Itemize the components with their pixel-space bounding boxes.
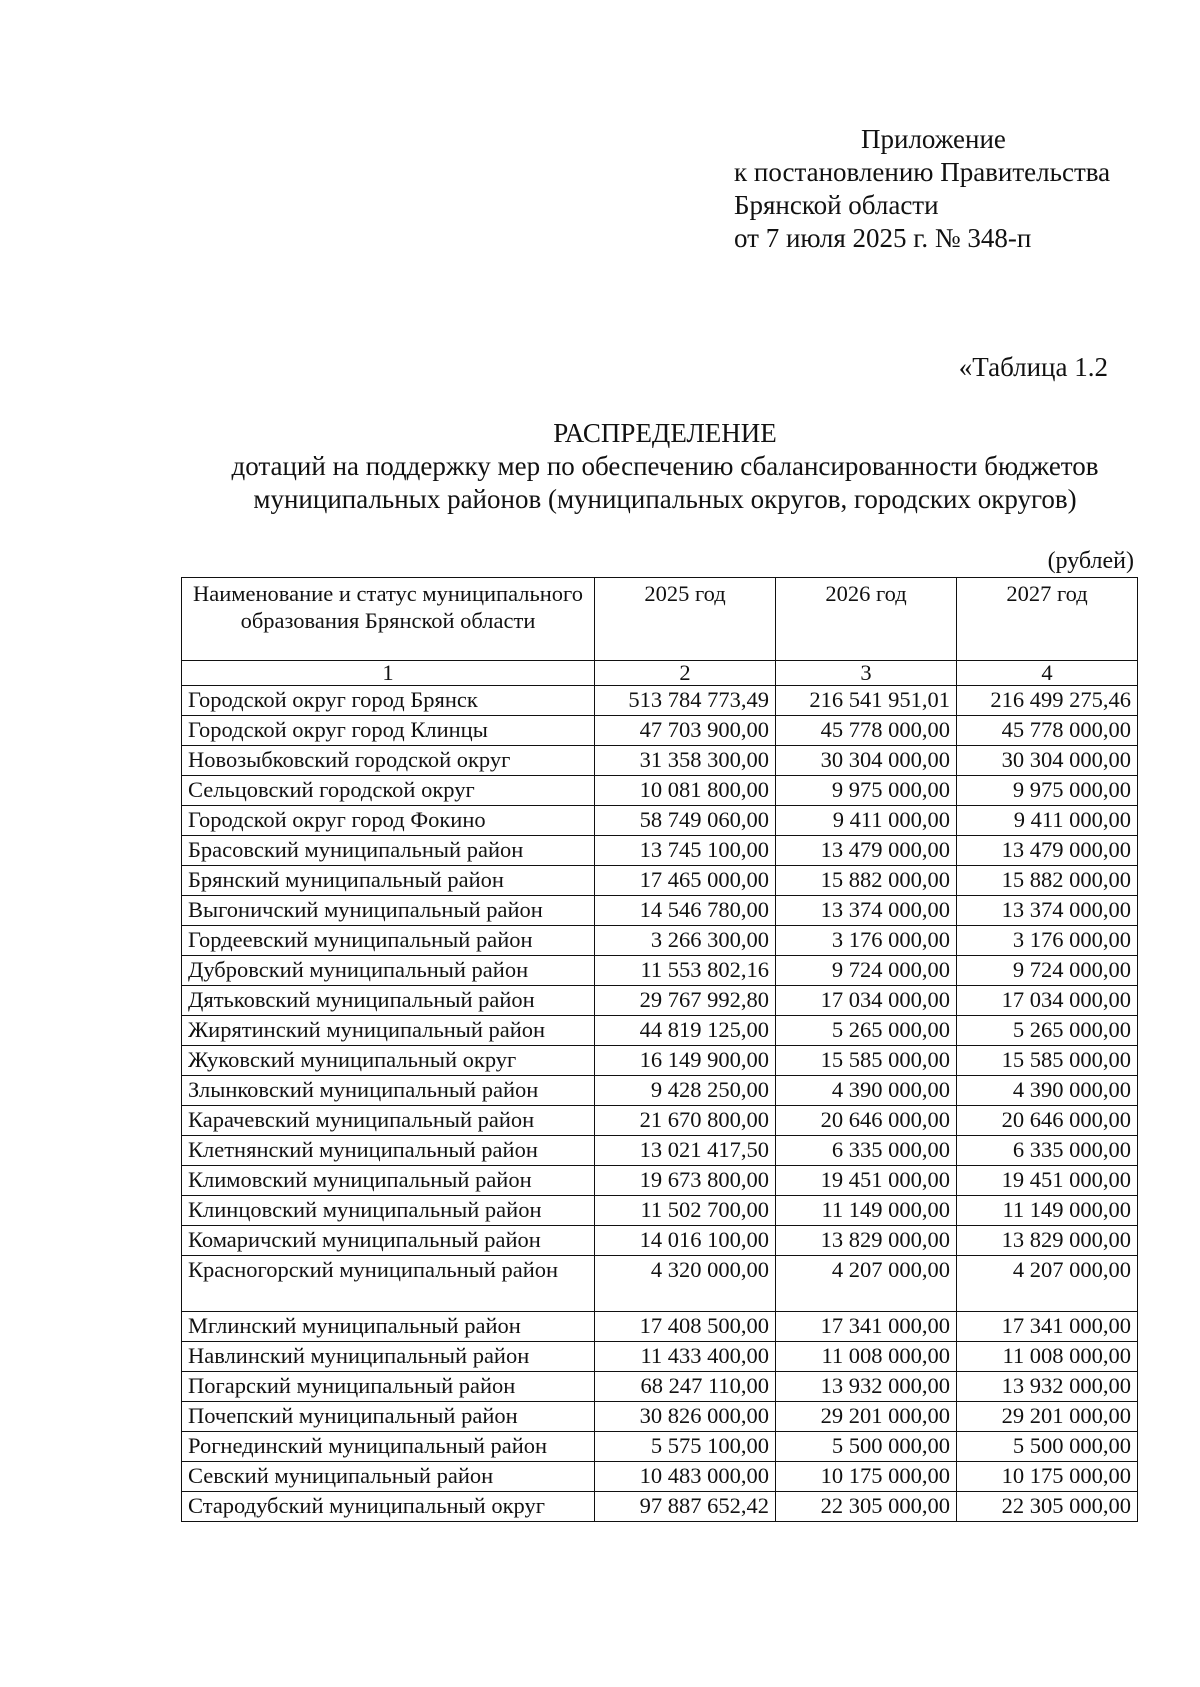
municipality-name: Сельцовский городской округ <box>182 776 595 806</box>
title-line-3: муниципальных районов (муниципальных округов, городских округов) <box>253 484 1077 514</box>
municipality-name: Погарский муниципальный район <box>182 1372 595 1402</box>
value-2027: 20 646 000,00 <box>957 1106 1138 1136</box>
value-2026: 17 034 000,00 <box>776 986 957 1016</box>
value-2027: 5 265 000,00 <box>957 1016 1138 1046</box>
municipality-name: Брянский муниципальный район <box>182 866 595 896</box>
value-2027: 15 585 000,00 <box>957 1046 1138 1076</box>
table-row <box>182 806 1138 836</box>
municipality-name: Выгоничский муниципальный район <box>182 896 595 926</box>
value-2027: 17 034 000,00 <box>957 986 1138 1016</box>
municipality-name: Навлинский муниципальный район <box>182 1342 595 1372</box>
table-row <box>182 956 1138 986</box>
value-2025: 11 553 802,16 <box>595 956 776 986</box>
value-2025: 13 745 100,00 <box>595 836 776 866</box>
value-2027: 6 335 000,00 <box>957 1136 1138 1166</box>
value-2025: 16 149 900,00 <box>595 1046 776 1076</box>
value-2026: 9 975 000,00 <box>776 776 957 806</box>
value-2026: 17 341 000,00 <box>776 1312 957 1342</box>
value-2027: 45 778 000,00 <box>957 716 1138 746</box>
value-2027: 17 341 000,00 <box>957 1312 1138 1342</box>
municipality-name: Комаричский муниципальный район <box>182 1226 595 1256</box>
municipality-name: Дубровский муниципальный район <box>182 956 595 986</box>
municipality-name: Климовский муниципальный район <box>182 1166 595 1196</box>
table-row <box>182 866 1138 896</box>
value-2026: 9 411 000,00 <box>776 806 957 836</box>
value-2026: 29 201 000,00 <box>776 1402 957 1432</box>
value-2027: 9 975 000,00 <box>957 776 1138 806</box>
value-2025: 68 247 110,00 <box>595 1372 776 1402</box>
header-name: Наименование и статус муниципального образования Брянской области <box>182 578 595 661</box>
value-2025: 10 483 000,00 <box>595 1462 776 1492</box>
table-row <box>182 1196 1138 1226</box>
value-2026: 11 149 000,00 <box>776 1196 957 1226</box>
value-2027: 13 479 000,00 <box>957 836 1138 866</box>
table-row <box>182 746 1138 776</box>
municipality-name: Стародубский муниципальный округ <box>182 1492 595 1522</box>
value-2026: 30 304 000,00 <box>776 746 957 776</box>
value-2027: 4 390 000,00 <box>957 1076 1138 1106</box>
value-2026: 22 305 000,00 <box>776 1492 957 1522</box>
municipality-name: Красногорский муниципальный район <box>182 1256 595 1312</box>
value-2027: 9 411 000,00 <box>957 806 1138 836</box>
value-2027: 22 305 000,00 <box>957 1492 1138 1522</box>
annex-line-region: Брянской области <box>734 190 939 220</box>
table-row <box>182 686 1138 716</box>
value-2027: 30 304 000,00 <box>957 746 1138 776</box>
municipality-name: Жирятинский муниципальный район <box>182 1016 595 1046</box>
value-2026: 5 500 000,00 <box>776 1432 957 1462</box>
value-2026: 13 829 000,00 <box>776 1226 957 1256</box>
table-row <box>182 1432 1138 1462</box>
table-row <box>182 1462 1138 1492</box>
municipality-name: Брасовский муниципальный район <box>182 836 595 866</box>
value-2027: 13 932 000,00 <box>957 1372 1138 1402</box>
municipality-name: Жуковский муниципальный округ <box>182 1046 595 1076</box>
value-2025: 17 408 500,00 <box>595 1312 776 1342</box>
annex-title: Приложение <box>861 124 1006 154</box>
value-2026: 11 008 000,00 <box>776 1342 957 1372</box>
value-2027: 15 882 000,00 <box>957 866 1138 896</box>
value-2027: 11 149 000,00 <box>957 1196 1138 1226</box>
table-row <box>182 1256 1138 1312</box>
table-row <box>182 716 1138 746</box>
value-2027: 4 207 000,00 <box>957 1256 1138 1312</box>
value-2025: 4 320 000,00 <box>595 1256 776 1312</box>
municipality-name: Злынковский муниципальный район <box>182 1076 595 1106</box>
municipality-name: Севский муниципальный район <box>182 1462 595 1492</box>
value-2025: 44 819 125,00 <box>595 1016 776 1046</box>
value-2025: 31 358 300,00 <box>595 746 776 776</box>
value-2026: 13 374 000,00 <box>776 896 957 926</box>
value-2026: 20 646 000,00 <box>776 1106 957 1136</box>
column-number: 2 <box>595 661 776 686</box>
distribution-table <box>181 577 1138 1522</box>
municipality-name: Дятьковский муниципальный район <box>182 986 595 1016</box>
table-row <box>182 776 1138 806</box>
value-2025: 58 749 060,00 <box>595 806 776 836</box>
value-2026: 4 207 000,00 <box>776 1256 957 1312</box>
column-number: 4 <box>957 661 1138 686</box>
value-2026: 3 176 000,00 <box>776 926 957 956</box>
annex-line-date: от 7 июля 2025 г. № 348-п <box>734 223 1032 253</box>
value-2027: 5 500 000,00 <box>957 1432 1138 1462</box>
value-2025: 9 428 250,00 <box>595 1076 776 1106</box>
value-2025: 11 502 700,00 <box>595 1196 776 1226</box>
value-2027: 13 374 000,00 <box>957 896 1138 926</box>
value-2027: 9 724 000,00 <box>957 956 1138 986</box>
annex-block <box>734 123 1110 255</box>
table-row <box>182 896 1138 926</box>
municipality-name: Рогнединский муниципальный район <box>182 1432 595 1462</box>
column-number-row <box>182 661 1138 686</box>
table-row <box>182 1136 1138 1166</box>
table-row <box>182 926 1138 956</box>
municipality-name: Городской округ город Фокино <box>182 806 595 836</box>
value-2027: 11 008 000,00 <box>957 1342 1138 1372</box>
value-2026: 5 265 000,00 <box>776 1016 957 1046</box>
value-2027: 10 175 000,00 <box>957 1462 1138 1492</box>
municipality-name: Клинцовский муниципальный район <box>182 1196 595 1226</box>
value-2025: 5 575 100,00 <box>595 1432 776 1462</box>
value-2027: 216 499 275,46 <box>957 686 1138 716</box>
annex-line-decree: к постановлению Правительства <box>734 157 1111 187</box>
value-2025: 30 826 000,00 <box>595 1402 776 1432</box>
value-2026: 19 451 000,00 <box>776 1166 957 1196</box>
units-label: (рублей) <box>1047 548 1134 574</box>
value-2027: 29 201 000,00 <box>957 1402 1138 1432</box>
value-2025: 13 021 417,50 <box>595 1136 776 1166</box>
table-row <box>182 1046 1138 1076</box>
value-2025: 17 465 000,00 <box>595 866 776 896</box>
table-reference: «Таблица 1.2 <box>958 352 1108 382</box>
title-heading: РАСПРЕДЕЛЕНИЕ <box>553 418 777 448</box>
value-2025: 19 673 800,00 <box>595 1166 776 1196</box>
table-row <box>182 836 1138 866</box>
table-row <box>182 1312 1138 1342</box>
table-row <box>182 1372 1138 1402</box>
value-2025: 21 670 800,00 <box>595 1106 776 1136</box>
value-2027: 19 451 000,00 <box>957 1166 1138 1196</box>
value-2025: 10 081 800,00 <box>595 776 776 806</box>
value-2025: 29 767 992,80 <box>595 986 776 1016</box>
header-2026: 2026 год <box>776 578 957 661</box>
municipality-name: Гордеевский муниципальный район <box>182 926 595 956</box>
table-row <box>182 1342 1138 1372</box>
municipality-name: Карачевский муниципальный район <box>182 1106 595 1136</box>
title-line-2: дотаций на поддержку мер по обеспечению сбалансированности бюджетов <box>231 451 1099 481</box>
value-2026: 15 585 000,00 <box>776 1046 957 1076</box>
column-number: 1 <box>182 661 595 686</box>
table-header-row <box>182 578 1138 661</box>
value-2027: 3 176 000,00 <box>957 926 1138 956</box>
value-2026: 45 778 000,00 <box>776 716 957 746</box>
value-2025: 3 266 300,00 <box>595 926 776 956</box>
value-2025: 11 433 400,00 <box>595 1342 776 1372</box>
table-row <box>182 1076 1138 1106</box>
municipality-name: Почепский муниципальный район <box>182 1402 595 1432</box>
column-number: 3 <box>776 661 957 686</box>
table-row <box>182 1166 1138 1196</box>
value-2025: 14 016 100,00 <box>595 1226 776 1256</box>
table-row <box>182 1016 1138 1046</box>
value-2026: 9 724 000,00 <box>776 956 957 986</box>
table-row <box>182 1226 1138 1256</box>
value-2025: 47 703 900,00 <box>595 716 776 746</box>
document-title <box>0 417 1200 516</box>
header-2027: 2027 год <box>957 578 1138 661</box>
municipality-name: Городской округ город Брянск <box>182 686 595 716</box>
value-2027: 13 829 000,00 <box>957 1226 1138 1256</box>
table-row <box>182 986 1138 1016</box>
municipality-name: Новозыбковский городской округ <box>182 746 595 776</box>
municipality-name: Клетнянский муниципальный район <box>182 1136 595 1166</box>
value-2025: 14 546 780,00 <box>595 896 776 926</box>
value-2026: 13 479 000,00 <box>776 836 957 866</box>
value-2026: 15 882 000,00 <box>776 866 957 896</box>
value-2026: 4 390 000,00 <box>776 1076 957 1106</box>
value-2026: 6 335 000,00 <box>776 1136 957 1166</box>
municipality-name: Городской округ город Клинцы <box>182 716 595 746</box>
table-row <box>182 1106 1138 1136</box>
table-row <box>182 1402 1138 1432</box>
municipality-name: Мглинский муниципальный район <box>182 1312 595 1342</box>
value-2026: 10 175 000,00 <box>776 1462 957 1492</box>
value-2026: 13 932 000,00 <box>776 1372 957 1402</box>
value-2025: 97 887 652,42 <box>595 1492 776 1522</box>
header-2025: 2025 год <box>595 578 776 661</box>
value-2025: 513 784 773,49 <box>595 686 776 716</box>
table-row <box>182 1492 1138 1522</box>
value-2026: 216 541 951,01 <box>776 686 957 716</box>
